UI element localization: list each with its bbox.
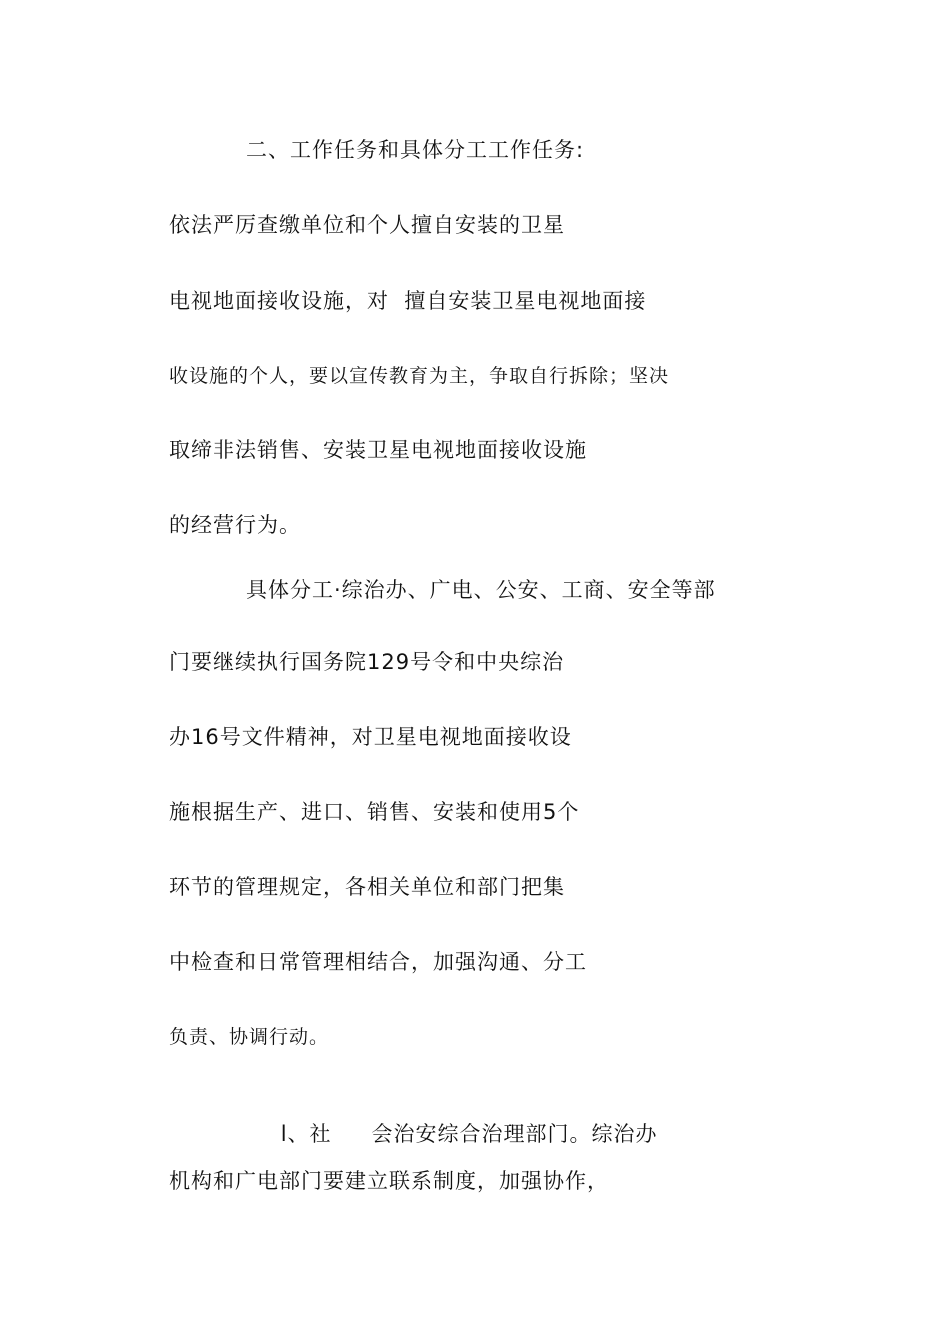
list-item-heading (250, 1092, 658, 1176)
paragraph-line: 门要继续执行国务院129号令和中央综治 (169, 650, 565, 674)
paragraph-line: 施根据生产、进口、销售、安装和使用5个 (169, 800, 580, 824)
paragraph-line: 依法严厉查缴单位和个人擅自安装的卫星 (169, 213, 565, 237)
paragraph-line: 取缔非法销售、安装卫星电视地面接收设施 (169, 438, 587, 462)
paragraph-line: 电视地面接收设施，对 擅自安装卫星电视地面接 (169, 289, 647, 313)
paragraph-line: 环节的管理规定，各相关单位和部门把集 (169, 875, 565, 899)
section-heading: 二、工作任务和具体分工工作任务: (246, 138, 585, 162)
paragraph-line: 收设施的个人，要以宣传教育为主，争取自行拆除；坚决 (169, 365, 670, 387)
paragraph-line: 办16号文件精神，对卫星电视地面接收设 (169, 725, 572, 749)
paragraph-line: 机构和广电部门要建立联系制度，加强协作， (169, 1169, 609, 1193)
list-item-text: 会治安综合治理部门。综治办 (371, 1122, 658, 1146)
paragraph-line: 中检查和日常管理相结合，加强沟通、分工 (169, 950, 587, 974)
paragraph-line: 负责、协调行动。 (169, 1026, 330, 1048)
paragraph-line: 具体分工·综治办、广电、公安、工商、安全等部 (246, 578, 716, 602)
paragraph-line: 的经营行为。 (169, 513, 301, 537)
list-item-marker: l、社 (280, 1122, 332, 1146)
